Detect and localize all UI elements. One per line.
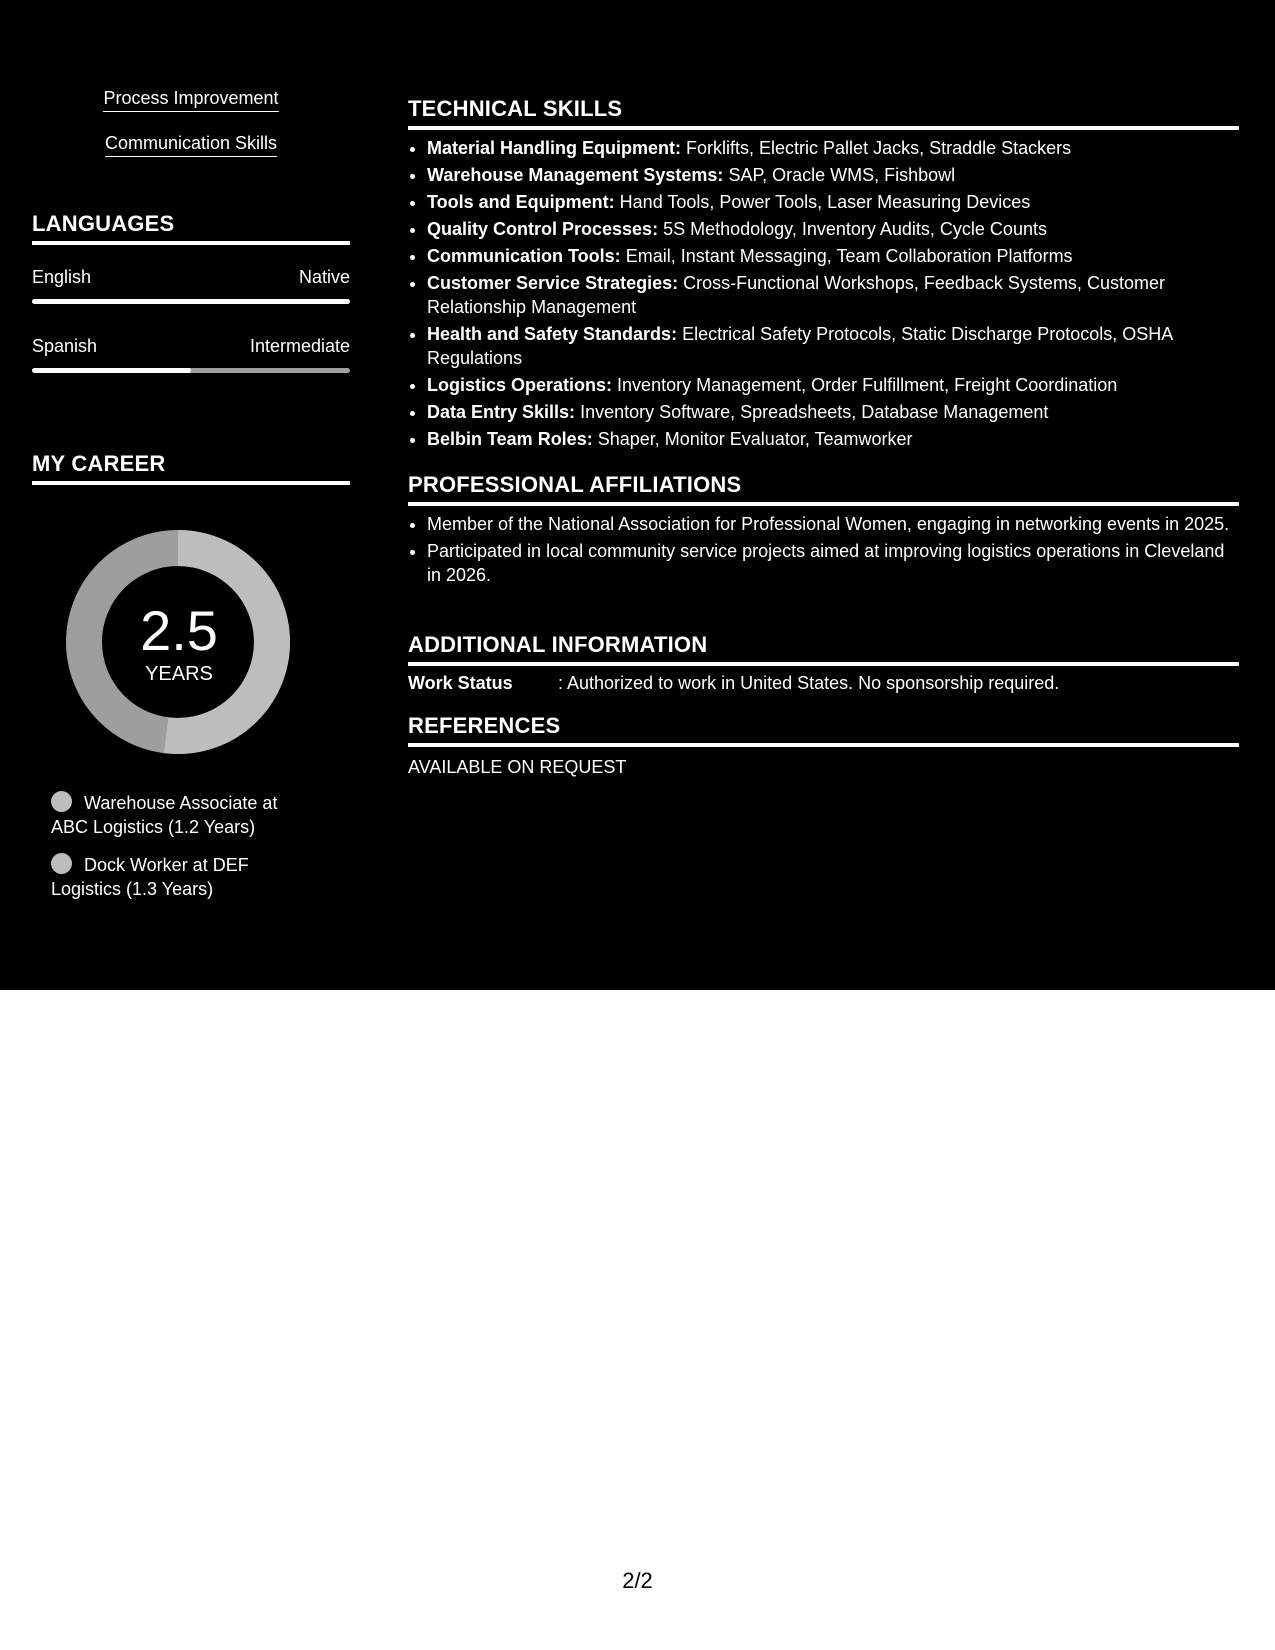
technical-skills-title: TECHNICAL SKILLS	[408, 96, 623, 121]
skill-item: Communication Skills	[32, 133, 350, 157]
list-item: • Data Entry Skills: Inventory Software, Spreadsheets, Database Management	[427, 400, 1237, 424]
legend-dot-icon	[51, 791, 72, 812]
language-row	[32, 336, 350, 357]
career-item: Dock Worker at DEF Logistics (1.3 Years)	[51, 855, 249, 899]
list-item: • Participated in local community service projects aimed at improving logistics operations in Cleveland in 2026.	[427, 539, 1237, 587]
language-row	[32, 267, 350, 288]
section-divider	[408, 126, 1239, 130]
list-item: • Logistics Operations: Inventory Management, Order Fulfillment, Freight Coordination	[427, 373, 1237, 397]
language-bar	[32, 299, 350, 304]
list-item: • Warehouse Management Systems: SAP, Oracle WMS, Fishbowl	[427, 163, 1237, 187]
section-divider	[408, 662, 1239, 666]
career-total-years: 2.5	[140, 599, 218, 662]
section-divider	[408, 743, 1239, 747]
list-item: • Quality Control Processes: 5S Methodology, Inventory Audits, Cycle Counts	[427, 217, 1237, 241]
legend-dot-icon	[51, 853, 72, 874]
list-item: • Member of the National Association for Professional Women, engaging in networking events in 2025.	[427, 512, 1237, 536]
skill-item: Process Improvement	[32, 88, 350, 112]
languages-title: LANGUAGES	[32, 211, 175, 236]
list-item: • Tools and Equipment: Hand Tools, Power Tools, Laser Measuring Devices	[427, 190, 1237, 214]
page-number: 2/2	[622, 1568, 653, 1593]
language-name: Spanish	[32, 336, 98, 356]
technical-skills-list	[408, 136, 1237, 454]
references-value: AVAILABLE ON REQUEST	[408, 757, 627, 777]
career-total-unit: YEARS	[145, 663, 213, 685]
references-title: REFERENCES	[408, 713, 561, 738]
language-level: Intermediate	[249, 336, 350, 356]
additional-info-title: ADDITIONAL INFORMATION	[408, 632, 708, 657]
section-divider	[32, 481, 350, 485]
section-divider	[408, 502, 1239, 506]
work-status-label: Work Status	[408, 673, 513, 693]
career-item: Warehouse Associate at ABC Logistics (1.2 Years)	[51, 793, 278, 837]
work-status-value: : Authorized to work in United States. No sponsorship required.	[558, 673, 1060, 693]
list-item: • Health and Safety Standards: Electrical Safety Protocols, Static Discharge Protocols, OSHA Regulations	[427, 322, 1237, 370]
section-divider	[32, 241, 350, 245]
language-bar-fill	[32, 368, 191, 373]
language-name: English	[32, 267, 92, 287]
language-level: Native	[298, 267, 350, 287]
list-item: • Communication Tools: Email, Instant Messaging, Team Collaboration Platforms	[427, 244, 1237, 268]
list-item: • Material Handling Equipment: Forklifts, Electric Pallet Jacks, Straddle Stackers	[427, 136, 1237, 160]
language-bar	[32, 368, 350, 373]
list-item: • Belbin Team Roles: Shaper, Monitor Evaluator, Teamworker	[427, 427, 1237, 451]
language-bar-fill	[32, 299, 350, 304]
list-item: • Customer Service Strategies: Cross-Functional Workshops, Feedback Systems, Customer Relationship Management	[427, 271, 1237, 319]
affiliations-title: PROFESSIONAL AFFILIATIONS	[408, 472, 742, 497]
affiliations-list	[408, 512, 1237, 590]
career-title: MY CAREER	[32, 451, 166, 476]
